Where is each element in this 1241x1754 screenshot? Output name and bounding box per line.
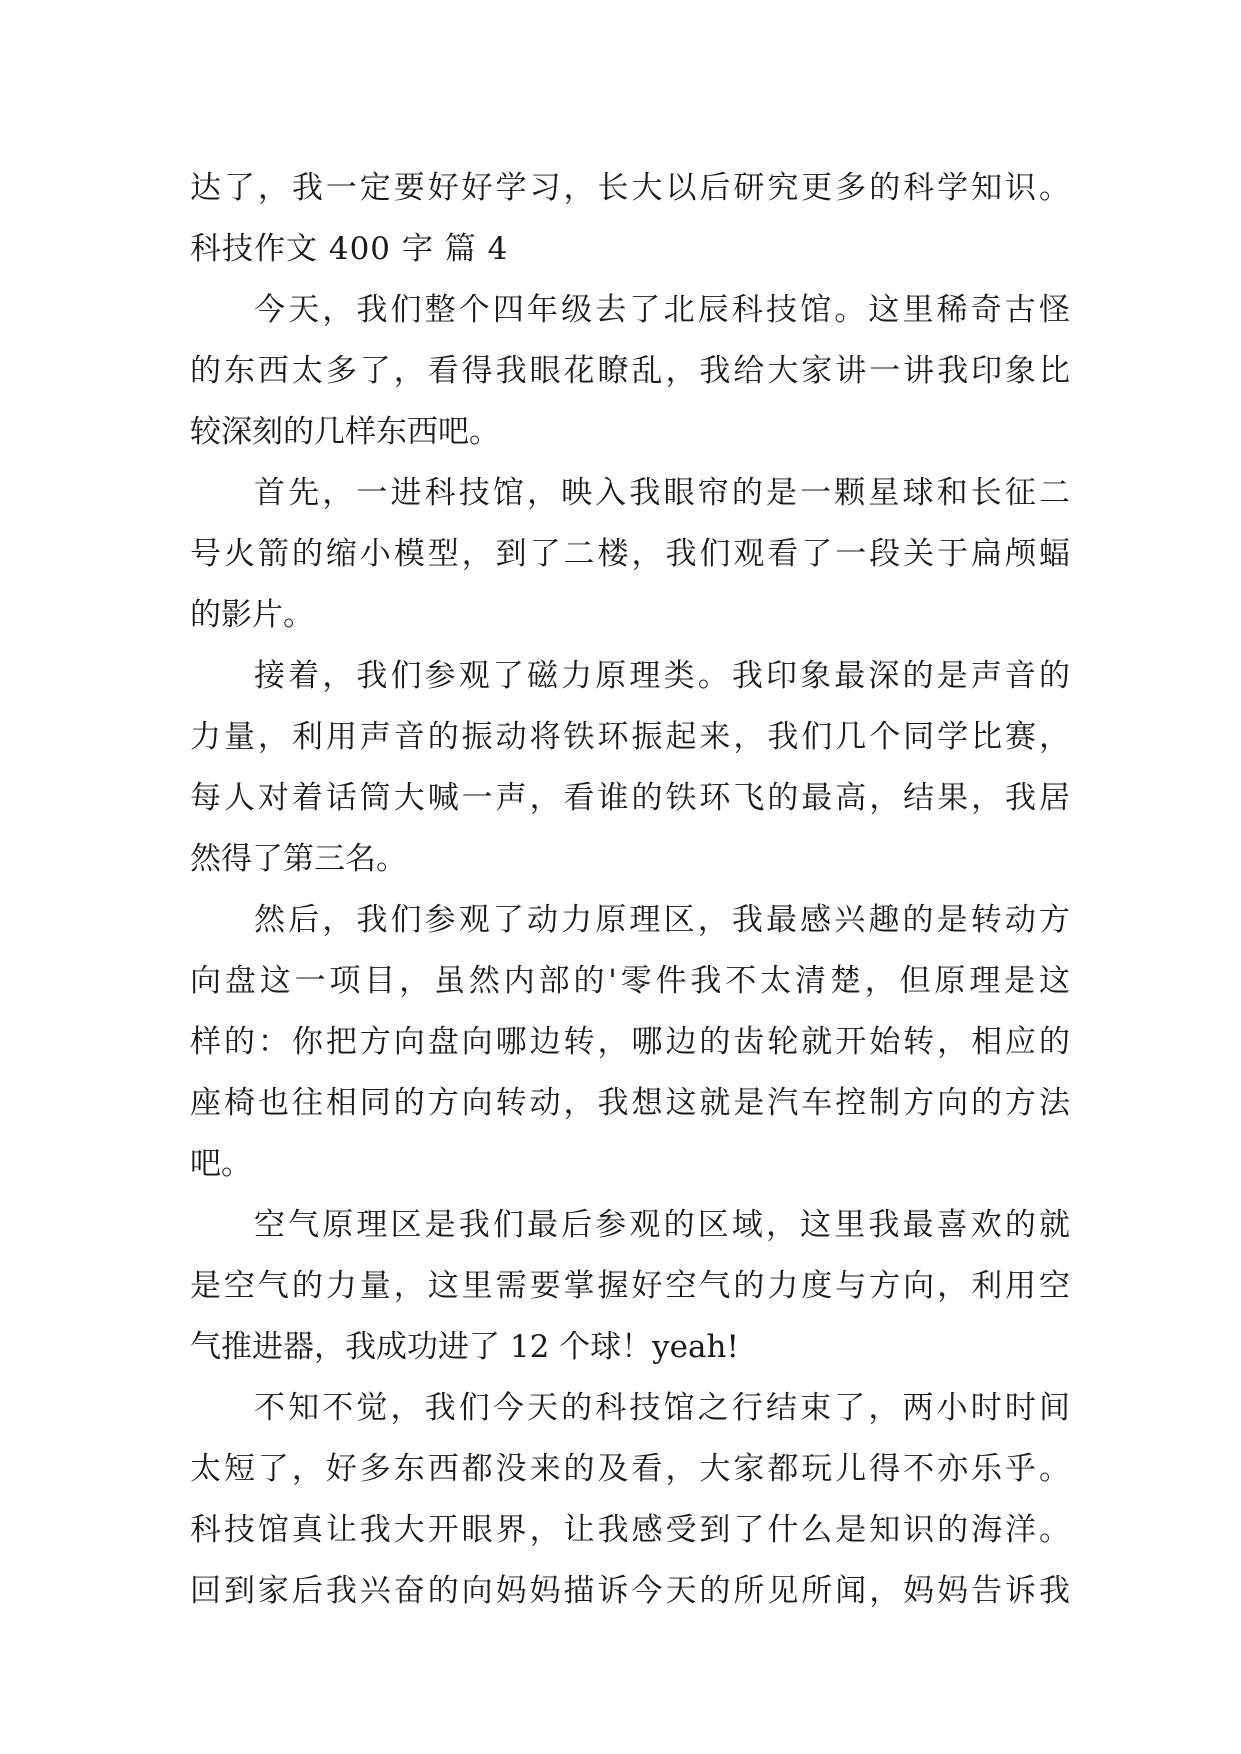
text-line: 接着，我们参观了磁力原理类。我印象最深的是声音的 xyxy=(254,658,1070,694)
text-line: 不知不觉，我们今天的科技馆之行结束了，两小时时间 xyxy=(254,1390,1070,1426)
text-line: 座椅也往相同的方向转动，我想这就是汽车控制方向的方法 xyxy=(190,1085,1070,1121)
text-line: 然后，我们参观了动力原理区，我最感兴趣的是转动方 xyxy=(254,902,1070,938)
text-line: 吧。 xyxy=(190,1146,252,1182)
paragraph xyxy=(190,646,1070,890)
text-line: 号火箭的缩小模型，到了二楼，我们观看了一段关于扁颅蝠 xyxy=(190,536,1070,572)
paragraph xyxy=(190,1195,1070,1378)
text-line: 向盘这一项目，虽然内部的'零件我不太清楚，但原理是这 xyxy=(190,963,1070,999)
text-line: 的影片。 xyxy=(190,597,314,633)
paragraph xyxy=(190,1378,1070,1622)
text-line: 气推进器，我成功进了 12 个球！yeah! xyxy=(190,1329,739,1365)
text-line: 样的：你把方向盘向哪边转，哪边的齿轮就开始转，相应的 xyxy=(190,1024,1070,1060)
text-line: 今天，我们整个四年级去了北辰科技馆。这里稀奇古怪 xyxy=(254,292,1070,328)
text-line: 是空气的力量，这里需要掌握好空气的力度与方向，利用空 xyxy=(190,1268,1070,1304)
paragraph xyxy=(190,890,1070,1195)
text-line: 首先，一进科技馆，映入我眼帘的是一颗星球和长征二 xyxy=(254,475,1070,511)
text-line: 科技馆真让我大开眼界，让我感受到了什么是知识的海洋。 xyxy=(190,1512,1070,1548)
text-line: 然得了第三名。 xyxy=(190,841,407,877)
text-line: 回到家后我兴奋的向妈妈描诉今天的所见所闻，妈妈告诉我 xyxy=(190,1573,1070,1609)
paragraph xyxy=(190,280,1070,463)
paragraph xyxy=(190,463,1070,646)
text-line: 每人对着话筒大喊一声，看谁的铁环飞的最高，结果，我居 xyxy=(190,780,1070,816)
text-line: 达了，我一定要好好学习，长大以后研究更多的科学知识。 xyxy=(190,170,1070,206)
document-body xyxy=(190,158,1070,1622)
text-line: 较深刻的几样东西吧。 xyxy=(190,414,500,450)
text-line: 的东西太多了，看得我眼花瞭乱，我给大家讲一讲我印象比 xyxy=(190,353,1070,389)
text-line: 力量，利用声音的振动将铁环振起来，我们几个同学比赛， xyxy=(190,719,1070,755)
text-line: 太短了，好多东西都没来的及看，大家都玩儿得不亦乐乎。 xyxy=(190,1451,1070,1487)
section-heading: 科技作文 400 字 篇 4 xyxy=(190,231,509,267)
text-line: 空气原理区是我们最后参观的区域，这里我最喜欢的就 xyxy=(254,1207,1070,1243)
